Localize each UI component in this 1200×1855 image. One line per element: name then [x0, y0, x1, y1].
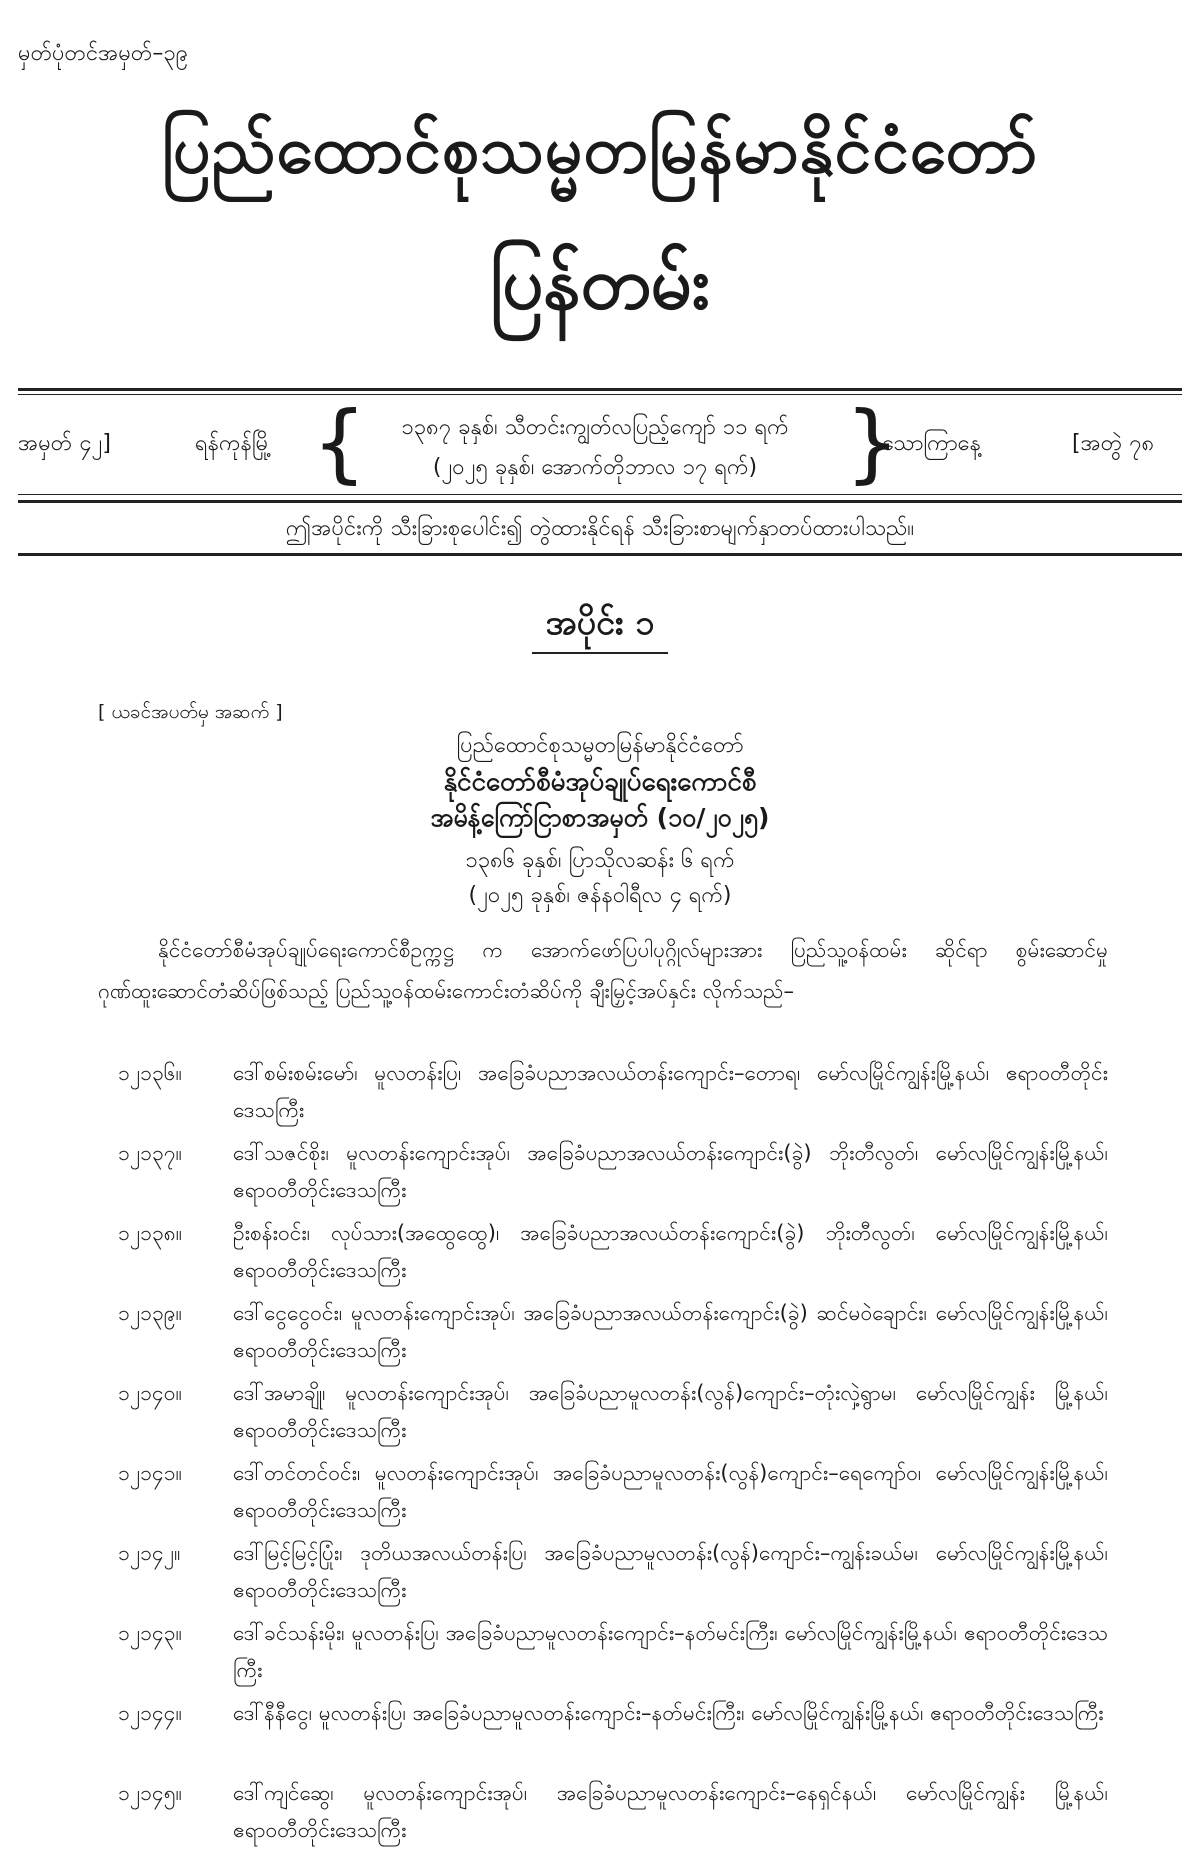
entry-text: ဒေါ်နီနီငွေ၊ မူလတန်းပြ၊ အခြေခံပညာမူလတန်းကျောင်း–နတ်မင်းကြီး၊ မော်လမြိုင်ကျွန်းမြို့နယ်၊ ဧရာဝတီတိုင်းဒေသကြီး — [233, 1701, 1104, 1725]
entry-text: ဒေါ်သဇင်စိုး၊ မူလတန်းကျောင်းအုပ်၊ အခြေခံပညာအလယ်တန်းကျောင်း(ခွဲ) ဘိုးတီလွတ်၊ မော်လမြိုင်ကျွန်းမြို့နယ်၊ ဧရာဝတီတိုင်းဒေသကြီး — [233, 1141, 1108, 1202]
list-item — [98, 1215, 1108, 1295]
entry-number: ၁၂၁၃၆။ — [118, 1061, 182, 1085]
entry-number: ၁၂၁၄၅။ — [118, 1781, 182, 1805]
entry-text: ဒေါ်မြင့်မြင့်ပြုံး၊ ဒုတိယအလယ်တန်းပြ၊ အခြေခံပညာမူလတန်း(လွန်)ကျောင်း–ကျွန်းခယ်မ၊ မော်လမြိုင်ကျွန်းမြို့နယ်၊ ဧရာဝတီတိုင်းဒေသကြီး — [233, 1541, 1108, 1602]
list-item — [98, 1775, 1108, 1855]
header-bottom-rule-thin — [18, 494, 1182, 495]
order-heading-country: ပြည်ထောင်စုသမ္မတမြန်မာနိုင်ငံတော် — [456, 733, 744, 758]
intro-paragraph: နိုင်ငံတော်စီမံအုပ်ချုပ်ရေးကောင်စီဥက္ကဋ္ဌ က အောက်ဖော်ပြပါပုဂ္ဂိုလ်များအား ပြည်သူ့ဝန်ထမ်း ဆိုင်ရာ စွမ်းဆောင်မှုဂုဏ်ထူးဆောင်တံဆိပ်ဖြစ်သည့် ပြည်သူ့ဝန်ထမ်းကောင်းတံဆိပ်ကို ချီးမြှင့်အပ်နှင်း လိုက်သည်– — [98, 938, 1108, 1003]
part-title-underline — [532, 652, 668, 654]
entry-number: ၁၂၁၄၂။ — [118, 1541, 181, 1565]
entry-number: ၁၂၁၄၃။ — [118, 1621, 182, 1645]
gazette-subtitle: ပြန်တမ်း — [490, 241, 710, 325]
issue-number: အမှတ် ၄၂] — [18, 431, 111, 456]
right-brace: } — [845, 393, 900, 493]
separate-binding-notice: ဤအပိုင်းကို သီးခြားစုပေါင်း၍ တွဲထားနိုင်ရန် သီးခြားစာမျက်နှာတပ်ထားပါသည်။ — [285, 516, 915, 541]
order-date-burmese: ၁၃၈၆ ခုနှစ်၊ ပြာသိုလဆန်း ၆ ရက် — [465, 848, 735, 873]
left-brace: { — [312, 393, 367, 493]
continued-note: [ ယခင်အပတ်မှ အဆက် ] — [98, 701, 283, 723]
gazette-title: ပြည်ထောင်စုသမ္မတမြန်မာနိုင်ငံတော် — [161, 111, 1039, 188]
entry-text: ဒေါ်တင်တင်ဝင်း၊ မူလတန်းကျောင်းအုပ်၊ အခြေခံပညာမူလတန်း(လွန်)ကျောင်း–ရေကျော်ဝ၊ မော်လမြိုင်ကျွန်းမြို့နယ်၊ ဧရာဝတီတိုင်းဒေသကြီး — [233, 1461, 1108, 1522]
entry-number: ၁၂၁၃၉။ — [118, 1301, 182, 1325]
header-bottom-rule — [18, 500, 1182, 503]
order-date-gregorian: (၂၀၂၅ ခုနှစ်၊ ဇန်နဝါရီလ ၄ ရက်) — [468, 883, 732, 908]
list-item — [98, 1295, 1108, 1375]
entry-text: ဒေါ်စမ်းစမ်းမော်၊ မူလတန်းပြ၊ အခြေခံပညာအလယ်တန်းကျောင်း–တောရ၊ မော်လမြိုင်ကျွန်းမြို့နယ်၊ ဧရာဝတီတိုင်းဒေသကြီး — [233, 1061, 1108, 1122]
entry-number: ၁၂၁၄၀။ — [118, 1381, 182, 1405]
part-title: အပိုင်း ၁ — [545, 603, 655, 643]
entry-number: ၁၂၁၄၁။ — [118, 1461, 182, 1485]
weekday: သောကြာနေ့ — [882, 431, 981, 456]
entry-text: ဦးစန်းဝင်း၊ လုပ်သား(အထွေထွေ)၊ အခြေခံပညာအလယ်တန်းကျောင်း(ခွဲ) ဘိုးတီလွတ်၊ မော်လမြိုင်ကျွန်းမြို့နယ်၊ ဧရာဝတီတိုင်းဒေသကြီး — [233, 1221, 1108, 1282]
volume-number: [အတွဲ ၇၈ — [1072, 431, 1155, 456]
registration-number: မှတ်ပုံတင်အမှတ်–၃၉ — [18, 41, 189, 66]
order-heading-council: နိုင်ငံတော်စီမံအုပ်ချုပ်ရေးကောင်စီ — [443, 767, 757, 797]
order-heading-number: အမိန့်ကြော်ငြာစာအမှတ် (၁၀/၂၀၂၅) — [430, 803, 770, 832]
list-item — [98, 1055, 1108, 1135]
entry-text: ဒေါ်ခင်သန်းမိုး၊ မူလတန်းပြ၊ အခြေခံပညာမူလတန်းကျောင်း–နတ်မင်းကြီး၊ မော်လမြိုင်ကျွန်းမြို့နယ်၊ ဧရာဝတီတိုင်းဒေသကြီး — [233, 1621, 1108, 1682]
entry-number: ၁၂၁၃၇။ — [118, 1141, 182, 1165]
date-burmese: ၁၃၈၇ ခုနှစ်၊ သီတင်းကျွတ်လပြည့်ကျော် ၁၁ ရက် — [401, 415, 789, 440]
header-top-rule — [18, 388, 1182, 391]
list-item — [98, 1535, 1108, 1615]
entry-number: ၁၂၁၃၈။ — [118, 1221, 183, 1245]
list-item — [98, 1615, 1108, 1695]
publication-place: ရန်ကုန်မြို့ — [195, 431, 272, 456]
date-gregorian: (၂၀၂၅ ခုနှစ်၊ အောက်တိုဘာလ ၁၇ ရက်) — [432, 455, 758, 480]
entry-number: ၁၂၁၄၄။ — [118, 1701, 182, 1725]
list-item — [98, 1455, 1108, 1535]
list-item — [98, 1695, 1108, 1775]
entry-text: ဒေါ်ငွေငွေဝင်း၊ မူလတန်းကျောင်းအုပ်၊ အခြေခံပညာအလယ်တန်းကျောင်း(ခွဲ) ဆင်မဝဲချောင်း၊ မော်လမြိုင်ကျွန်းမြို့နယ်၊ ဧရာဝတီတိုင်းဒေသကြီး — [233, 1301, 1108, 1362]
entry-text: ဒေါ်ကျင်ဆွေ၊ မူလတန်းကျောင်းအုပ်၊ အခြေခံပညာမူလတန်းကျောင်း–နေရှင်နယ်၊ မော်လမြိုင်ကျွန်း မြို့နယ်၊ ဧရာဝတီတိုင်းဒေသကြီး — [233, 1781, 1108, 1842]
notice-rule — [18, 553, 1182, 556]
header-top-rule-thin — [18, 394, 1182, 395]
list-item — [98, 1375, 1108, 1455]
award-list — [98, 1055, 1108, 1855]
list-item — [98, 1135, 1108, 1215]
entry-text: ဒေါ်အမာချို၊ မူလတန်းကျောင်းအုပ်၊ အခြေခံပညာမူလတန်း(လွန်)ကျောင်း–တုံးလှဲ့ရွာမ၊ မော်လမြိုင်ကျွန်း မြို့နယ်၊ ဧရာဝတီတိုင်းဒေသကြီး — [233, 1381, 1108, 1442]
